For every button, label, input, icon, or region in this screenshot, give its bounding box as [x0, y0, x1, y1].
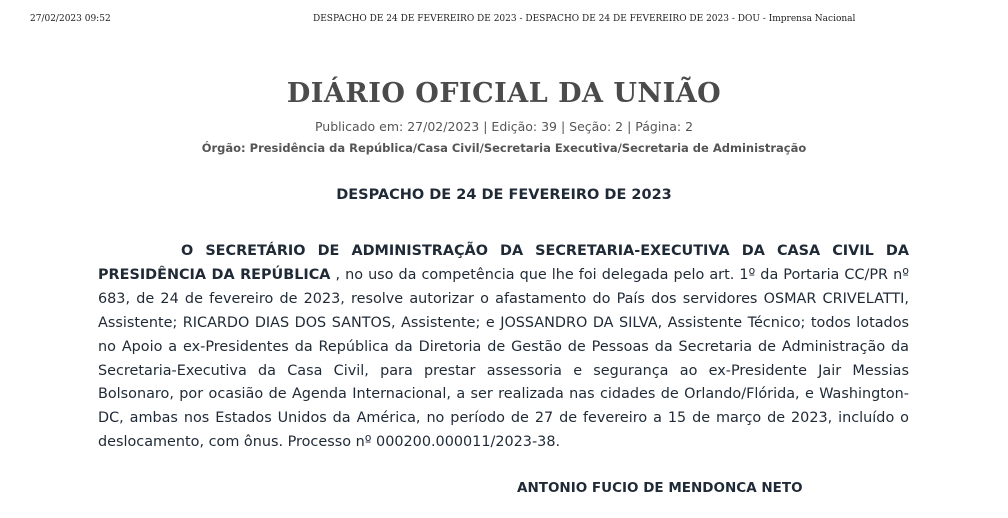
document-body	[98, 240, 909, 455]
body-lead-text: O SECRETÁRIO DE ADMINISTRAÇÃO DA SECRETARIA-EXECUTIVA DA CASA CIVIL DA PRESIDÊNCIA DA REPÚBLICA	[98, 243, 909, 283]
masthead-title: DIÁRIO OFICIAL DA UNIÃO	[286, 78, 722, 109]
publication-info: Publicado em: 27/02/2023 | Edição: 39 | Seção: 2 | Página: 2	[314, 119, 694, 134]
document-title: DESPACHO DE 24 DE FEVEREIRO DE 2023	[336, 187, 672, 203]
print-header	[0, 14, 1008, 28]
body-main-text: , no uso da competência que lhe foi delegada pelo art. 1º da Portaria CC/PR nº 683, de 24 de fevereiro de 2023, resolve autorizar o afastamento do País dos servidores OSMAR CRIVELATTI, Assistente; RICARDO DIAS DOS SANTOS, Assistente; e JOSSANDRO DA SILVA, Assistente Técnico; todos lotados no Apoio a ex-Presidentes da República da Diretoria de Gestão de Pessoas da Secretaria de Administração da Secretaria-Executiva da Casa Civil, para prestar assessoria e segurança ao ex-Presidente Jair Messias Bolsonaro, por ocasião de Agenda Internacional, a ser realizada nas cidades de Orlando/Flórida, e Washington-DC, ambas nos Estados Unidos da América, no período de 27 de fevereiro a 15 de março de 2023, incluído o deslocamento, com ônus. Processo nº 000200.000011/2023-38.	[98, 266, 909, 451]
print-datetime: 27/02/2023 09:52	[30, 14, 111, 24]
orgao-line: Órgão: Presidência da República/Casa Civil/Secretaria Executiva/Secretaria de Administração	[201, 141, 807, 155]
print-page-title: DESPACHO DE 24 DE FEVEREIRO DE 2023 - DESPACHO DE 24 DE FEVEREIRO DE 2023 - DOU - Imprensa Nacional	[313, 14, 856, 24]
signatory-name: ANTONIO FUCIO DE MENDONCA NETO	[517, 480, 803, 496]
